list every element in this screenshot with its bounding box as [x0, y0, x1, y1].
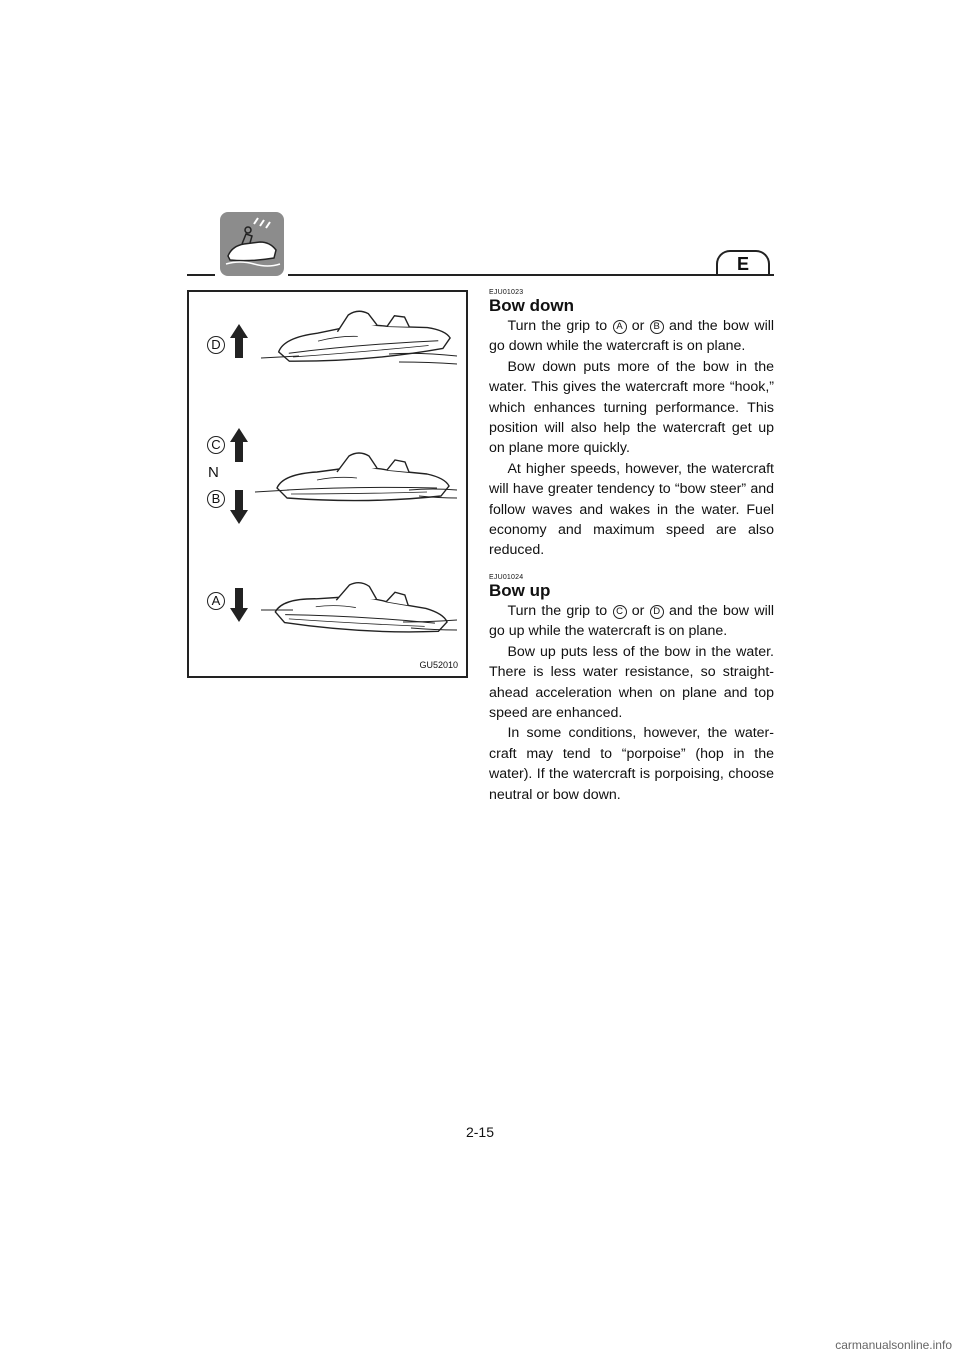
- paragraph: At higher speeds, however, the watercraft will have greater tendency to “bow steer” and follow waves and wakes in the water. Fuel economy and maximum speed are also reduced.: [489, 460, 774, 559]
- trim-position-figure: [187, 290, 468, 678]
- language-badge: E: [716, 250, 770, 274]
- section-title: Bow up: [489, 581, 551, 600]
- section-bow-down: [489, 289, 774, 561]
- watercraft-riding-icon: [220, 212, 284, 276]
- watercraft-neutral-drawing: [277, 453, 449, 501]
- footer-watermark: carmanualsonline.info: [835, 1338, 952, 1352]
- paragraph: Turn the grip to C or D and the bow will go up while the watercraft is on plane.: [489, 603, 775, 640]
- arrow-up-icon: [230, 324, 248, 358]
- section-code: EJU01023: [489, 289, 524, 296]
- arrow-up-icon: [230, 428, 248, 462]
- circled-letter-b: B: [650, 320, 664, 334]
- figure-code: GU52010: [419, 660, 458, 670]
- page-number: 2-15: [465, 1124, 495, 1140]
- watercraft-bow-up-drawing: [276, 305, 451, 364]
- circled-letter-c: C: [613, 605, 627, 619]
- circled-letter-a: A: [613, 320, 627, 334]
- circled-letter-d: D: [650, 605, 664, 619]
- section-title: Bow down: [489, 296, 574, 315]
- watercraft-bow-down-drawing: [274, 577, 449, 636]
- section-code: EJU01024: [489, 574, 524, 581]
- figure-label-a: A: [207, 592, 225, 610]
- arrow-down-icon: [230, 490, 248, 524]
- figure-label-b: B: [207, 490, 225, 508]
- header-rule-left: [187, 274, 215, 276]
- figure-label-c: C: [207, 436, 225, 454]
- arrow-down-icon: [230, 588, 248, 622]
- paragraph: Bow up puts less of the bow in the water. There is less water resistance, so straight-ahead acceleration when on plane and top speed are enhanced.: [489, 643, 774, 722]
- paragraph: Bow down puts more of the bow in the water. This gives the watercraft more “hook,” which enhances turning performance. This position will also help the watercraft get up on plane more quickly.: [489, 358, 774, 457]
- figure-label-d: D: [207, 336, 225, 354]
- paragraph: In some conditions, however, the water-craft may tend to “porpoise” (hop in the water). If the watercraft is porpoising, choose neutral or bow down.: [489, 725, 774, 803]
- header-rule-right: [288, 274, 774, 276]
- section-bow-up: [489, 574, 774, 805]
- paragraph: Turn the grip to A or B and the bow will go down while the watercraft is on plane.: [489, 318, 775, 355]
- figure-label-n: N: [208, 464, 219, 481]
